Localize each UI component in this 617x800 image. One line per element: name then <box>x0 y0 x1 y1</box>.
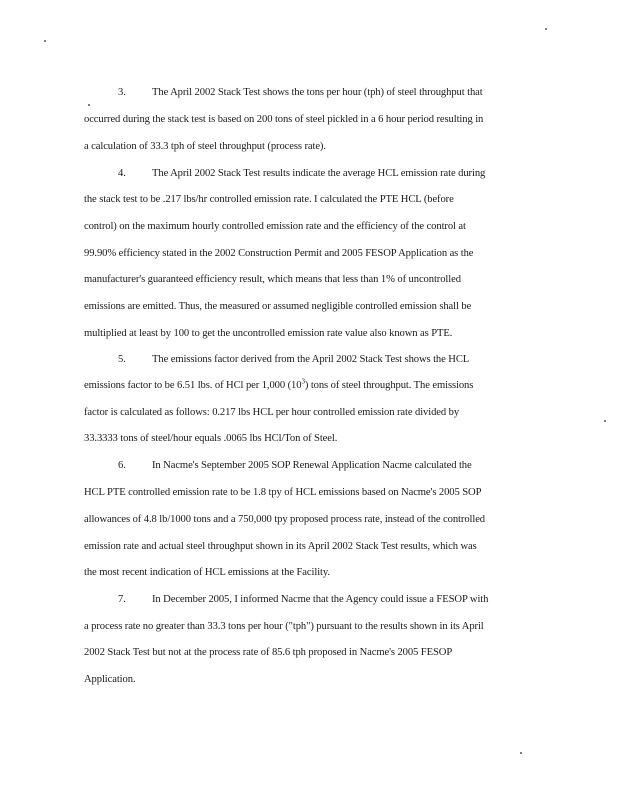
text-line: manufacturer's guaranteed efficiency result, which means that less than 1% of uncontrolled <box>84 274 461 285</box>
paragraph-number: 6. <box>118 460 126 471</box>
text-line: In Nacme's September 2005 SOP Renewal Application Nacme calculated the <box>152 460 472 471</box>
text-line: In December 2005, I informed Nacme that the Agency could issue a FESOP with <box>152 594 489 605</box>
text-line: occurred during the stack test is based on 200 tons of steel pickled in a 6 hour period resulting in <box>84 114 484 125</box>
text-line: The April 2002 Stack Test shows the tons per hour (tph) of steel throughput that <box>152 87 483 98</box>
text-line: 99.90% efficiency stated in the 2002 Construction Permit and 2005 FESOP Application as the <box>84 248 474 259</box>
text-line: the stack test to be .217 lbs/hr controlled emission rate. I calculated the PTE HCL (before <box>84 194 454 205</box>
text-segment: ) tons of steel throughput. The emissions <box>304 380 474 391</box>
scan-speck <box>604 420 606 422</box>
text-line: multiplied at least by 100 to get the uncontrolled emission rate value also known as PTE. <box>84 328 453 339</box>
text-line: HCL PTE controlled emission rate to be 1.8 tpy of HCL emissions based on Nacme's 2005 SOP <box>84 487 482 498</box>
scan-speck <box>88 104 90 106</box>
text-line: the most recent indication of HCL emissions at the Facility. <box>84 567 330 578</box>
paragraph-number: 4. <box>118 168 126 179</box>
text-line: emissions are emitted. Thus, the measured or assumed negligible controlled emission shall be <box>84 301 472 312</box>
text-line: 2002 Stack Test but not at the process rate of 85.6 tph proposed in Nacme's 2005 FESOP <box>84 647 453 658</box>
paragraph-number: 5. <box>118 354 126 365</box>
text-line: The April 2002 Stack Test results indicate the average HCL emission rate during <box>152 168 486 179</box>
text-line: factor is calculated as follows: 0.217 lbs HCL per hour controlled emission rate divided by <box>84 407 460 418</box>
text-line: a process rate no greater than 33.3 tons per hour ("tph") pursuant to the results shown in its April <box>84 621 484 632</box>
paragraph-number: 3. <box>118 87 126 98</box>
text-line: a calculation of 33.3 tph of steel throughput (process rate). <box>84 141 326 152</box>
superscript: 3 <box>301 377 305 386</box>
text-line: The emissions factor derived from the April 2002 Stack Test shows the HCL <box>152 354 470 365</box>
scan-speck <box>44 40 46 42</box>
text-line: Application. <box>84 674 136 685</box>
scan-speck <box>520 752 522 754</box>
text-line: allowances of 4.8 lb/1000 tons and a 750,000 tpy proposed process rate, instead of the controlled <box>84 514 486 525</box>
text-segment: emissions factor to be 6.51 lbs. of HCl per 1,000 (10 <box>84 380 302 391</box>
text-line: control) on the maximum hourly controlled emission rate and the efficiency of the control at <box>84 221 466 232</box>
text-line: 33.3333 tons of steel/hour equals .0065 lbs HCl/Ton of Steel. <box>84 433 338 444</box>
scan-speck <box>545 28 547 30</box>
text-line <box>84 379 473 392</box>
paragraph-number: 7. <box>118 594 126 605</box>
text-line: emission rate and actual steel throughput shown in its April 2002 Stack Test results, which was <box>84 541 477 552</box>
